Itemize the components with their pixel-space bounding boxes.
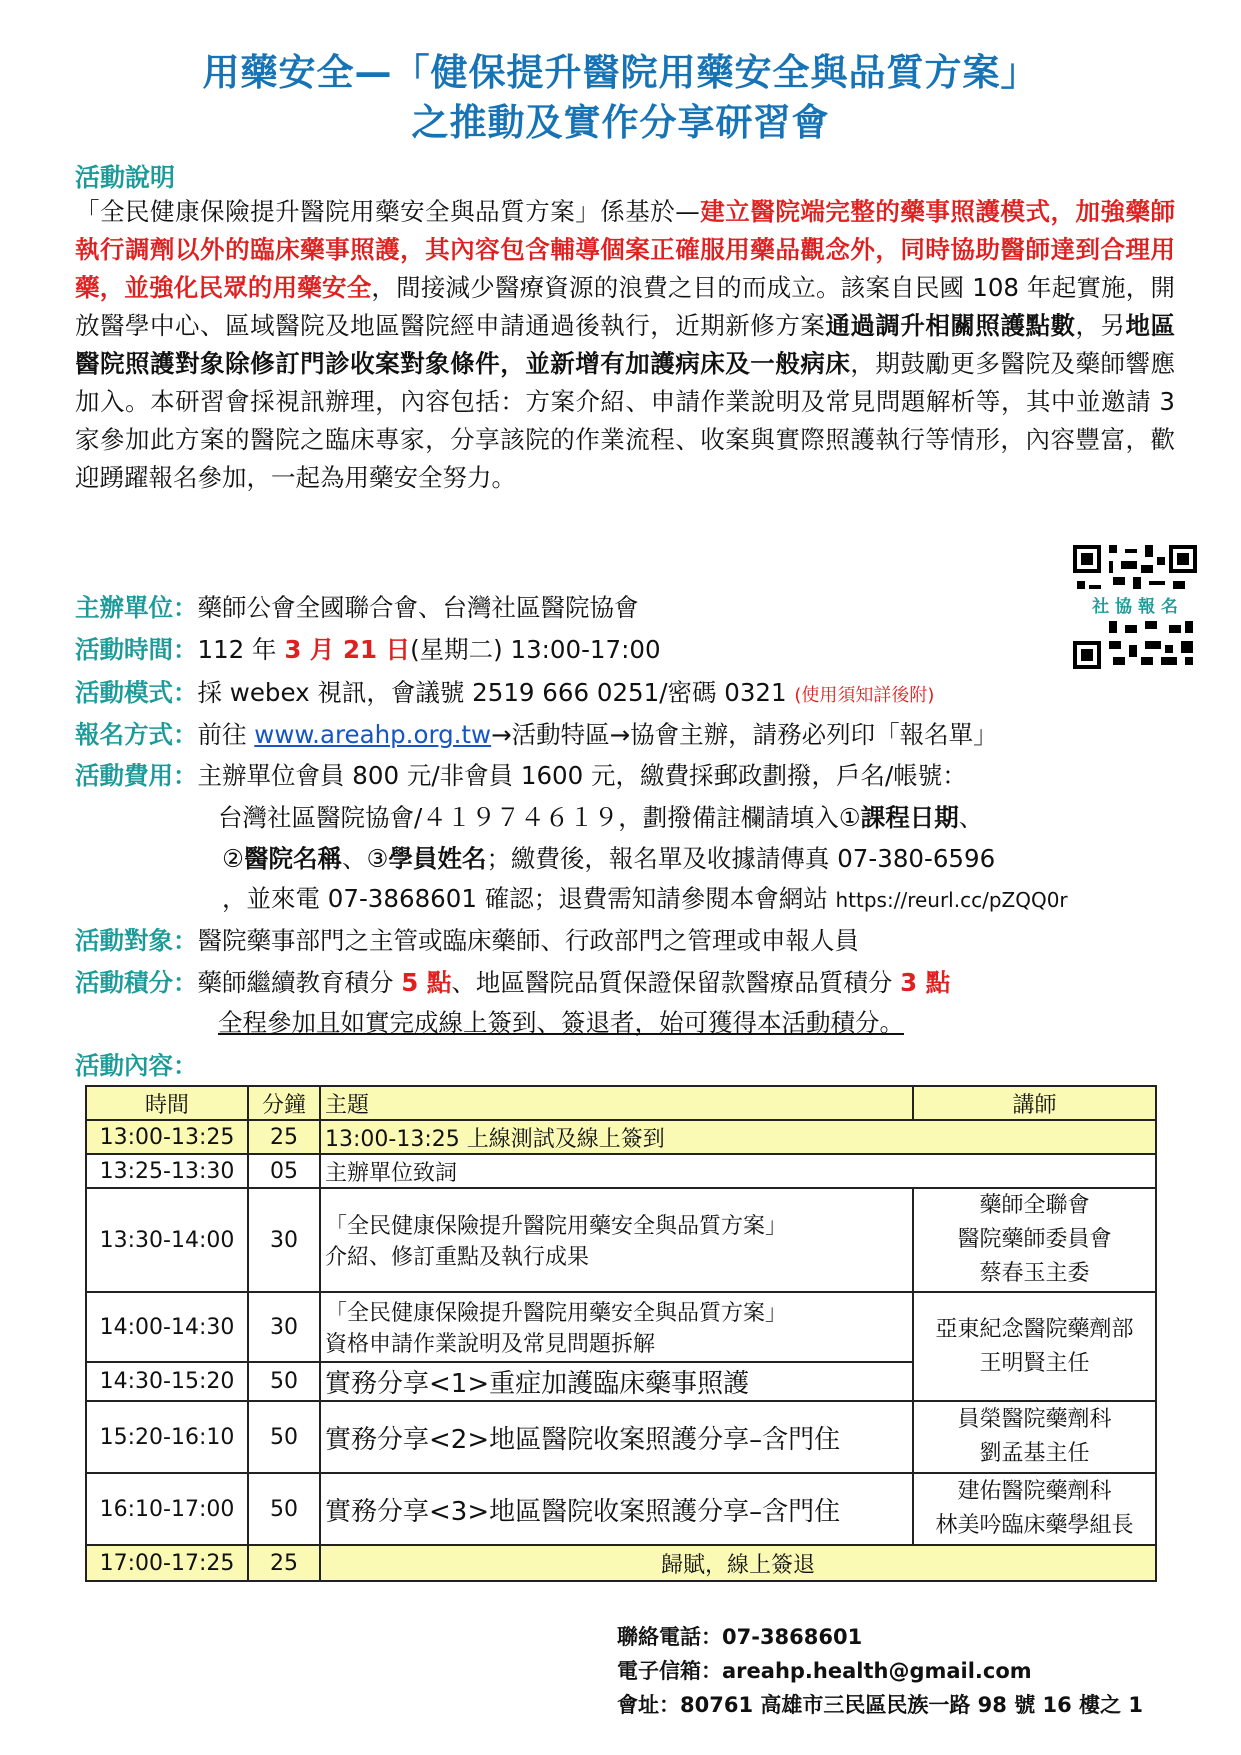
schedule-table xyxy=(85,1085,1157,1582)
row-min: 30 xyxy=(248,1188,320,1292)
row-min: 50 xyxy=(248,1473,320,1545)
signup-post: →活動特區→協會主辦，請務必列印「報名單」 xyxy=(491,720,998,749)
row-speaker xyxy=(913,1292,1156,1401)
time-hours: (星期二) 13:00-17:00 xyxy=(410,635,661,664)
row-topic-line2: 介紹、修訂重點及執行成果 xyxy=(325,1245,590,1270)
row-topic-line2: 資格申請作業說明及常見問題拆解 xyxy=(325,1332,656,1357)
row-time: 14:00-14:30 xyxy=(86,1292,248,1362)
row-topic xyxy=(320,1292,913,1362)
row-time: 13:00-13:25 xyxy=(86,1120,248,1154)
row-time: 15:20-16:10 xyxy=(86,1401,248,1473)
organizer-row xyxy=(75,590,639,626)
fee-account: 台灣社區醫院協會/４１９７４６１９，劃撥備註欄請填入① xyxy=(218,803,861,832)
intro-bold-1: 通過調升相關照護點數 xyxy=(825,311,1076,340)
contact-phone: 聯絡電話：07-3868601 xyxy=(617,1625,863,1649)
contact-email: 電子信箱：areahp.health@gmail.com xyxy=(617,1659,1032,1683)
intro-bold-2: 地區醫院照護對象除修訂門診收案對象條件，並新增有加護病床及一般病床 xyxy=(75,311,1176,378)
row-topic: 歸賦，線上簽退 xyxy=(320,1545,1156,1581)
target-value: 醫院藥事部門之主管或臨床藥師、行政部門之管理或申報人員 xyxy=(197,926,859,955)
fee-fax: ；繳費後，報名單及收據請傳真 07-380-6596 xyxy=(486,844,996,873)
row-min: 25 xyxy=(248,1545,320,1581)
row-min: 50 xyxy=(248,1401,320,1473)
row-min: 30 xyxy=(248,1292,320,1362)
signup-row xyxy=(75,717,998,753)
row-min: 50 xyxy=(248,1362,320,1401)
fee-line2 xyxy=(218,800,983,836)
fee-hospital-name: 醫院名稱 xyxy=(243,844,342,873)
row-topic xyxy=(320,1188,913,1292)
fee-line4 xyxy=(222,881,1068,918)
speaker-line: 藥師全聯會 xyxy=(979,1193,1090,1218)
time-date: 3 月 21 日 xyxy=(284,635,411,664)
credit-label: 活動積分： xyxy=(75,968,198,997)
speaker-line: 林美吟臨床藥學組長 xyxy=(935,1513,1134,1538)
target-row xyxy=(75,923,859,959)
intro-text-3: ，另 xyxy=(1075,311,1126,340)
qr-label: 社 協 報 名 xyxy=(1092,597,1178,617)
credit-points-2: 3 點 xyxy=(900,968,951,997)
intro-text-4: ，期鼓勵更多醫院及藥師響應加入。本研習會採視訊辦理，內容包括：方案介紹、申請作業說明及常見問題解析等，其中並邀請 3 家參加此方案的醫院之臨床專家，分享該院的作業流程、收案與實際照護執行等情形，內容豐富，歡迎踴躍報名參加，一起為用藥安全努力。 xyxy=(75,349,1175,492)
speaker-line: 員榮醫院藥劑科 xyxy=(957,1407,1112,1432)
row-topic-line1: 「全民健康保險提升醫院用藥安全與品質方案」 xyxy=(325,1301,788,1326)
row-speaker xyxy=(913,1473,1156,1545)
fee-student-name: 學員姓名 xyxy=(388,844,487,873)
time-year: 112 年 xyxy=(197,635,285,664)
qr-code[interactable] xyxy=(1073,545,1197,669)
intro-heading: 活動說明 xyxy=(75,163,176,192)
fee-row xyxy=(75,758,967,794)
content-label-row xyxy=(75,1048,198,1084)
row-min: 05 xyxy=(248,1154,320,1188)
mode-note: (使用須知詳後附) xyxy=(794,685,935,706)
table-row xyxy=(86,1154,1156,1188)
page-title-line2: 之推動及實作分享研習會 xyxy=(411,101,830,144)
row-time: 13:25-13:30 xyxy=(86,1154,248,1188)
row-topic: 實務分享<2>地區醫院收案照護分享–含門住 xyxy=(320,1401,913,1473)
speaker-line: 亞東紀念醫院藥劑部 xyxy=(935,1316,1134,1342)
intro-red-text: 建立醫院端完整的藥事照護模式，加強藥師執行調劑以外的臨床藥事照護，其內容包含輔導個案正確服用藥品觀念外，同時協助醫師達到合理用藥，並強化民眾的用藥安全 xyxy=(75,197,1176,302)
row-time: 17:00-17:25 xyxy=(86,1545,248,1581)
speaker-line: 蔡春玉主委 xyxy=(979,1261,1090,1286)
credit-note: 全程參加且如實完成線上簽到、簽退者，始可獲得本活動積分。 xyxy=(218,1008,904,1037)
fee-line1: 主辦單位會員 800 元/非會員 1600 元，繳費採郵政劃撥，戶名/帳號： xyxy=(197,761,967,790)
header-topic: 主題 xyxy=(320,1086,913,1120)
mode-row xyxy=(75,675,934,714)
credit-points-1: 5 點 xyxy=(401,968,452,997)
row-topic: 主辦單位致詞 xyxy=(320,1154,1156,1188)
mode-label: 活動模式： xyxy=(75,678,198,707)
speaker-line: 王明賢主任 xyxy=(979,1350,1090,1376)
page-title-line1: 用藥安全—「健保提升醫院用藥安全與品質方案」 xyxy=(202,51,1039,94)
row-speaker xyxy=(913,1188,1156,1292)
fee-num2: ② xyxy=(222,844,244,873)
signup-label: 報名方式： xyxy=(75,720,198,749)
table-row xyxy=(86,1473,1156,1545)
row-min: 25 xyxy=(248,1120,320,1154)
speaker-line: 醫院藥師委員會 xyxy=(957,1227,1112,1252)
row-topic: 實務分享<3>地區醫院收案照護分享–含門住 xyxy=(320,1473,913,1545)
header-min: 分鐘 xyxy=(248,1086,320,1120)
speaker-line: 劉孟基主任 xyxy=(979,1441,1090,1466)
time-row xyxy=(75,632,661,668)
header-time: 時間 xyxy=(86,1086,248,1120)
refund-link[interactable]: https://reurl.cc/pZQQ0r xyxy=(835,888,1068,912)
table-header-row xyxy=(86,1086,1156,1120)
credit-text-a: 藥師繼續教育積分 xyxy=(197,968,402,997)
speaker-line: 建佑醫院藥劑科 xyxy=(957,1479,1112,1504)
table-row xyxy=(86,1188,1156,1292)
signup-link[interactable]: www.areahp.org.tw xyxy=(254,720,492,749)
row-time: 16:10-17:00 xyxy=(86,1473,248,1545)
fee-sep: 、 xyxy=(958,803,984,832)
content-label: 活動內容： xyxy=(75,1051,198,1080)
fee-num3: 、③ xyxy=(341,844,389,873)
table-row xyxy=(86,1545,1156,1581)
table-row xyxy=(86,1120,1156,1154)
fee-refund: ，並來電 07-3868601 確認；退費需知請參閱本會網站 xyxy=(222,884,836,913)
row-topic: 實務分享<1>重症加護臨床藥事照護 xyxy=(320,1362,913,1401)
credit-row xyxy=(75,965,950,1001)
table-row xyxy=(86,1292,1156,1362)
time-label: 活動時間： xyxy=(75,635,198,664)
fee-course-date: 課程日期 xyxy=(860,803,959,832)
row-speaker xyxy=(913,1401,1156,1473)
fee-label: 活動費用： xyxy=(75,761,198,790)
row-topic: 13:00-13:25 上線測試及線上簽到 xyxy=(320,1120,1156,1154)
signup-pre: 前往 xyxy=(197,720,255,749)
credit-text-c: 、地區醫院品質保證保留款醫療品質積分 xyxy=(451,968,901,997)
intro-text-2: ，間接減少醫療資源的浪費之目的而成立。該案自民國 108 年起實施，開放醫學中心、區域醫院及地區醫院經申請通過後執行，近期新修方案 xyxy=(75,273,1175,340)
organizer-value: 藥師公會全國聯合會、台灣社區醫院協會 xyxy=(197,593,639,622)
intro-paragraph xyxy=(75,193,1175,497)
row-time: 13:30-14:00 xyxy=(86,1188,248,1292)
target-label: 活動對象： xyxy=(75,926,198,955)
contact-address: 會址：80761 高雄市三民區民族一路 98 號 16 樓之 1 xyxy=(617,1693,1143,1717)
fee-line3 xyxy=(222,841,995,877)
organizer-label: 主辦單位： xyxy=(75,593,198,622)
table-row xyxy=(86,1401,1156,1473)
mode-value: 採 webex 視訊，會議號 2519 666 0251/密碼 0321 xyxy=(197,678,795,707)
row-time: 14:30-15:20 xyxy=(86,1362,248,1401)
header-speaker: 講師 xyxy=(913,1086,1156,1120)
row-topic-line1: 「全民健康保險提升醫院用藥安全與品質方案」 xyxy=(325,1214,788,1239)
intro-text-1: 「全民健康保險提升醫院用藥安全與品質方案」係基於— xyxy=(75,197,700,226)
